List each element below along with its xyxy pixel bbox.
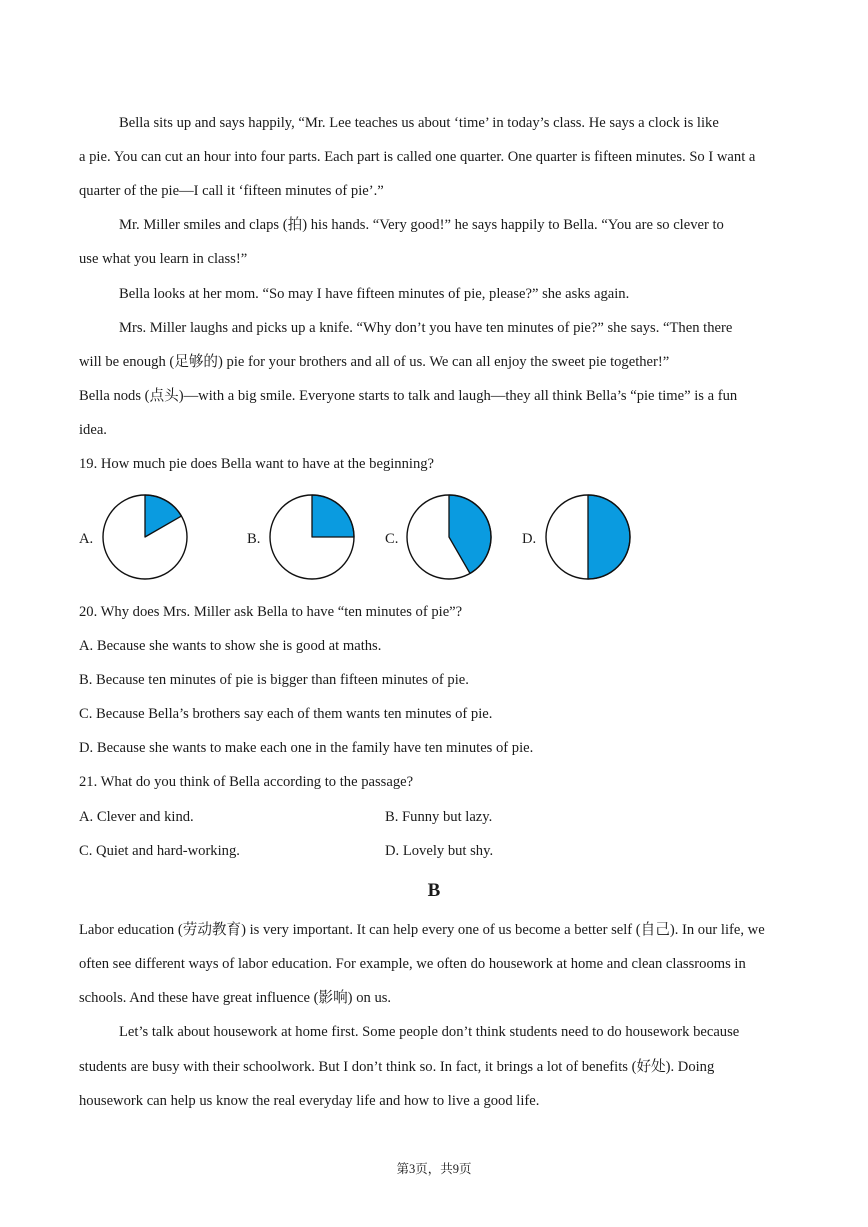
question-19-options (0, 492, 868, 584)
story-paragraph-1-line-1: Bella sits up and says happily, “Mr. Lee teaches us about ‘time’ in today’s class. He says a clock is like (119, 115, 719, 131)
section-b-paragraph-1-line-3: schools. And these have great influence (影响) on us. (79, 990, 392, 1006)
story-paragraph-4-line-2: will be enough (足够的) pie for your brothers and all of us. We can all enjoy the sweet pie together!” (79, 354, 670, 370)
question-20-option-d[interactable]: D. Because she wants to make each one in the family have ten minutes of pie. (79, 740, 534, 756)
story-paragraph-2-line-1: Mr. Miller smiles and claps (拍) his hands. “Very good!” he says happily to Bella. “You are so clever to (119, 217, 724, 233)
pie-shaded-slice (588, 495, 630, 579)
section-b-paragraph-2-line-3: housework can help us know the real everyday life and how to live a good life. (79, 1093, 540, 1109)
story-paragraph-1-line-2: a pie. You can cut an hour into four parts. Each part is called one quarter. One quarter is fifteen minutes. So I want a (79, 149, 756, 165)
section-b-paragraph-1-line-2: often see different ways of labor education. For example, we often do housework at home and clean classrooms in (79, 956, 746, 972)
pie-option-c[interactable] (404, 492, 494, 582)
pie-option-a[interactable] (100, 492, 190, 582)
option-label-a[interactable]: A. (79, 531, 94, 547)
question-21-option-c[interactable]: C. Quiet and hard-working. (79, 843, 240, 859)
section-b-title: B (427, 880, 441, 901)
page-number-footer: 第3页，共9页 (396, 1162, 472, 1176)
option-label-d[interactable]: D. (522, 531, 537, 547)
question-20-option-c[interactable]: C. Because Bella’s brothers say each of them wants ten minutes of pie. (79, 706, 493, 722)
pie-option-b[interactable] (267, 492, 357, 582)
story-paragraph-3-line-1: Bella looks at her mom. “So may I have fifteen minutes of pie, please?” she asks again. (119, 286, 630, 302)
option-label-b[interactable]: B. (247, 531, 261, 547)
question-20-option-a[interactable]: A. Because she wants to show she is good at maths. (79, 638, 382, 654)
option-label-c[interactable]: C. (385, 531, 399, 547)
question-19: 19. How much pie does Bella want to have at the beginning? (79, 456, 435, 472)
section-b-paragraph-2-line-2: students are busy with their schoolwork. But I don’t think so. In fact, it brings a lot of benefits (好处). Doing (79, 1059, 715, 1075)
story-paragraph-4-line-1: Mrs. Miller laughs and picks up a knife. “Why don’t you have ten minutes of pie?” she says. “Then there (119, 320, 733, 336)
question-20-option-b[interactable]: B. Because ten minutes of pie is bigger than fifteen minutes of pie. (79, 672, 469, 688)
question-21-option-d[interactable]: D. Lovely but shy. (385, 843, 494, 859)
story-paragraph-2-line-2: use what you learn in class!” (79, 251, 248, 267)
pie-option-d[interactable] (543, 492, 633, 582)
question-20: 20. Why does Mrs. Miller ask Bella to have “ten minutes of pie”? (79, 604, 463, 620)
section-b-paragraph-1-line-1: Labor education (劳动教育) is very important. It can help every one of us become a better self (自己). In our life, we (79, 922, 765, 938)
question-21-option-a[interactable]: A. Clever and kind. (79, 809, 194, 825)
story-paragraph-1-line-3: quarter of the pie—I call it ‘fifteen minutes of pie’.” (79, 183, 384, 199)
question-21: 21. What do you think of Bella according to the passage? (79, 774, 414, 790)
question-21-option-b[interactable]: B. Funny but lazy. (385, 809, 493, 825)
story-paragraph-5-line-1: Bella nods (点头)—with a big smile. Everyone starts to talk and laugh—they all think Bella’s “pie time” is a fun (79, 388, 738, 404)
section-b-paragraph-2-line-1: Let’s talk about housework at home first. Some people don’t think students need to do housework because (119, 1024, 740, 1040)
story-paragraph-5-line-2: idea. (79, 422, 107, 438)
